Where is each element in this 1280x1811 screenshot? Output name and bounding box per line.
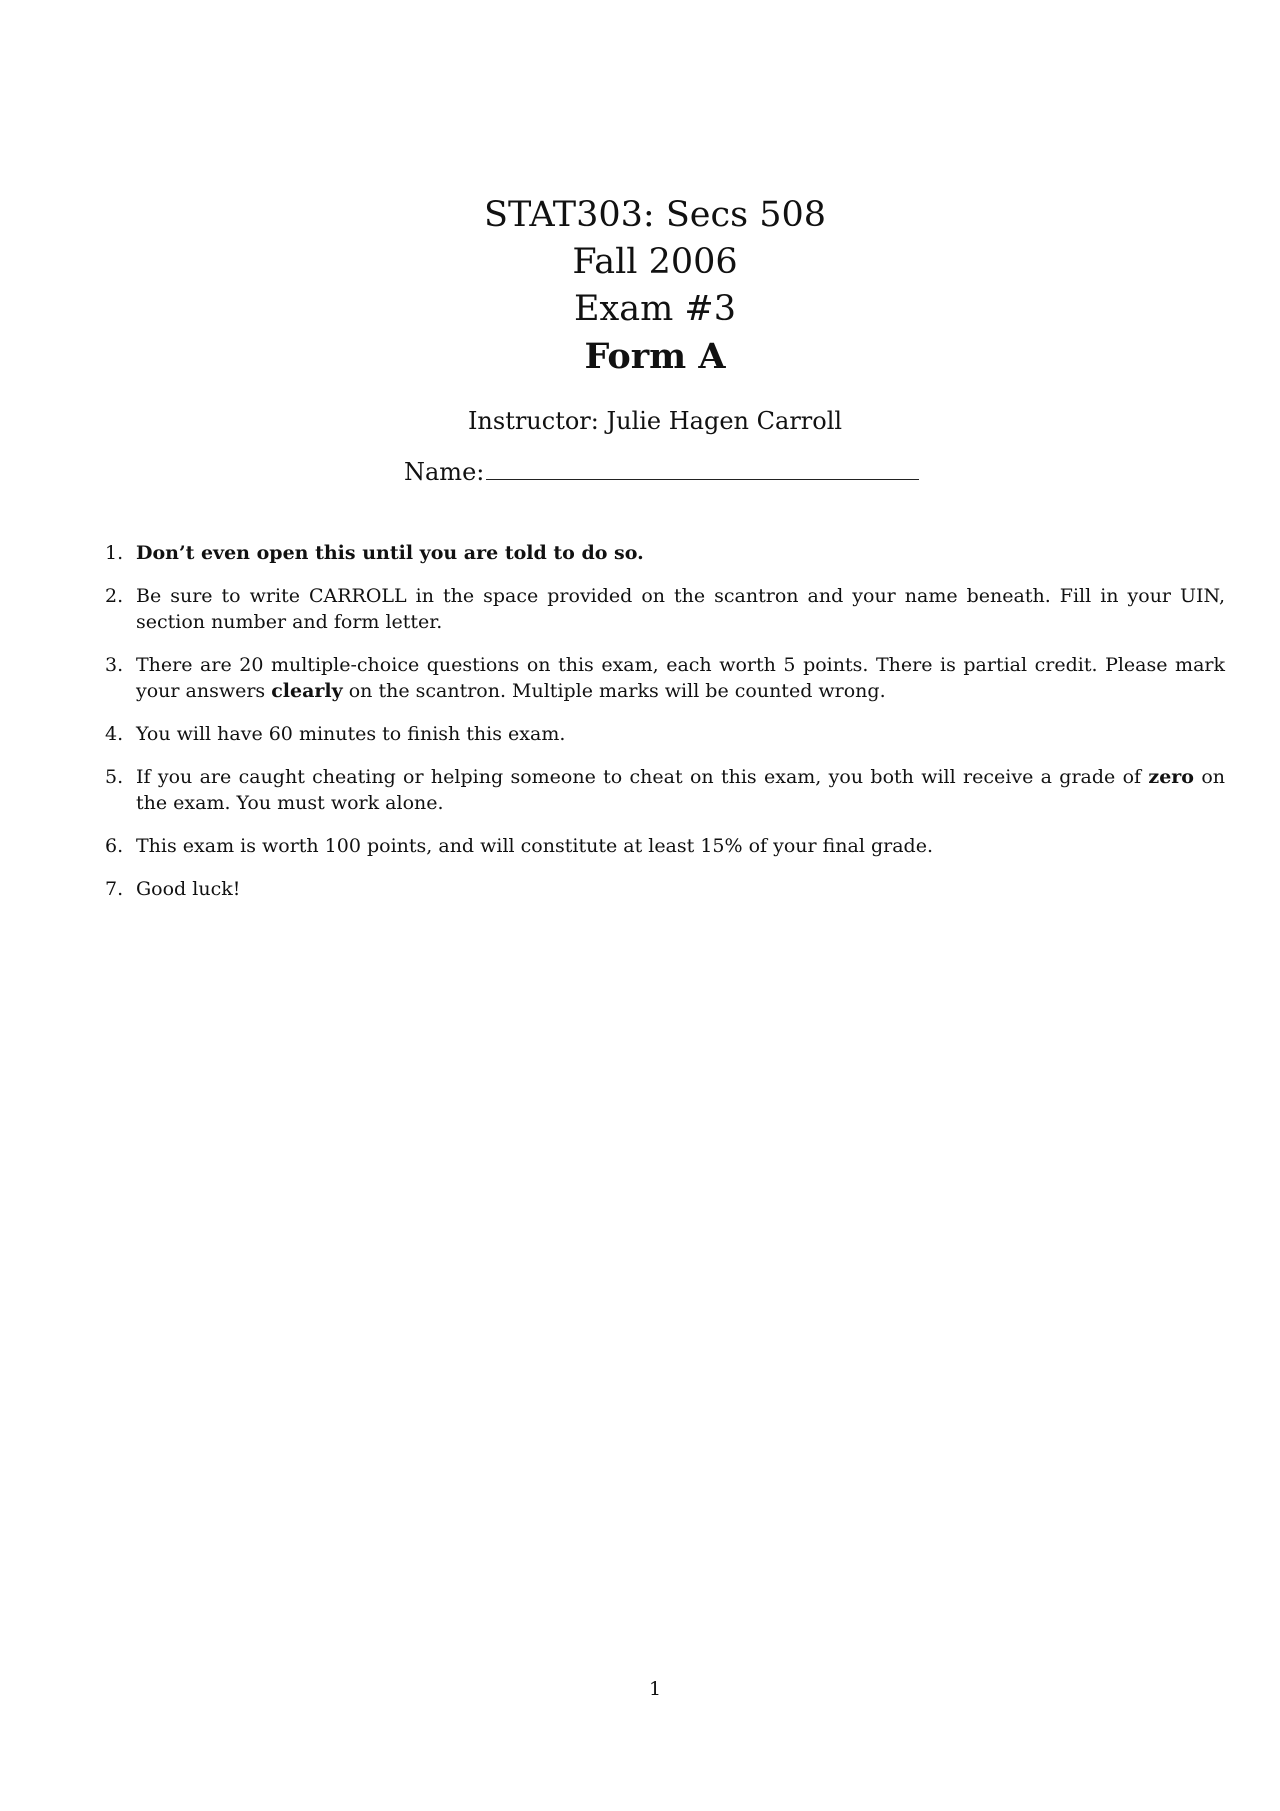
instruction-text: If you are caught cheating or helping someone to cheat on this exam, you both will receive a grade of <box>136 766 1149 788</box>
instruction-item <box>105 764 1225 816</box>
form-title: Form A <box>584 336 726 377</box>
title-block <box>0 192 1280 380</box>
instruction-number: 5. <box>105 766 124 788</box>
instruction-number: 3. <box>105 654 124 676</box>
instruction-text: This exam is worth 100 points, and will constitute at least 15% of your final grade. <box>136 835 933 857</box>
course-title: STAT303: Secs 508 <box>483 195 827 235</box>
page-number: 1 <box>648 1678 662 1700</box>
name-field-row <box>404 456 919 488</box>
instruction-text: There are 20 multiple-choice questions on this exam, each worth 5 points. There is partial credit. Please mark your answers <box>136 654 1225 702</box>
instructor-line: Instructor: Julie Hagen Carroll <box>467 407 843 435</box>
name-label: Name: <box>404 458 485 486</box>
instruction-number: 2. <box>105 585 124 607</box>
term-title: Fall 2006 <box>572 242 738 282</box>
instruction-text: Don’t even open this until you are told to do so. <box>136 542 644 564</box>
instruction-item <box>105 833 1225 859</box>
exam-title: Exam #3 <box>573 289 737 329</box>
instruction-item <box>105 583 1225 635</box>
instruction-number: 6. <box>105 835 124 857</box>
instruction-number: 4. <box>105 723 124 745</box>
name-blank-line <box>486 457 919 480</box>
instruction-text: You will have 60 minutes to finish this exam. <box>136 723 566 745</box>
instruction-item <box>105 876 1225 902</box>
instruction-item <box>105 652 1225 704</box>
instruction-text-continued: on the exam. You must work alone. <box>136 766 1225 814</box>
instruction-item <box>105 540 1225 566</box>
instruction-number: 7. <box>105 878 124 900</box>
instructions-list <box>105 540 1225 919</box>
instruction-text: Good luck! <box>136 878 241 900</box>
instruction-text-continued: on the scantron. Multiple marks will be counted wrong. <box>342 680 886 702</box>
instruction-number: 1. <box>105 542 124 564</box>
instruction-emphasis: clearly <box>271 680 343 702</box>
instruction-emphasis: zero <box>1148 766 1194 788</box>
instruction-text: Be sure to write CARROLL in the space provided on the scantron and your name beneath. Fill in your UIN, section number and form letter. <box>136 585 1225 633</box>
instruction-item <box>105 721 1225 747</box>
